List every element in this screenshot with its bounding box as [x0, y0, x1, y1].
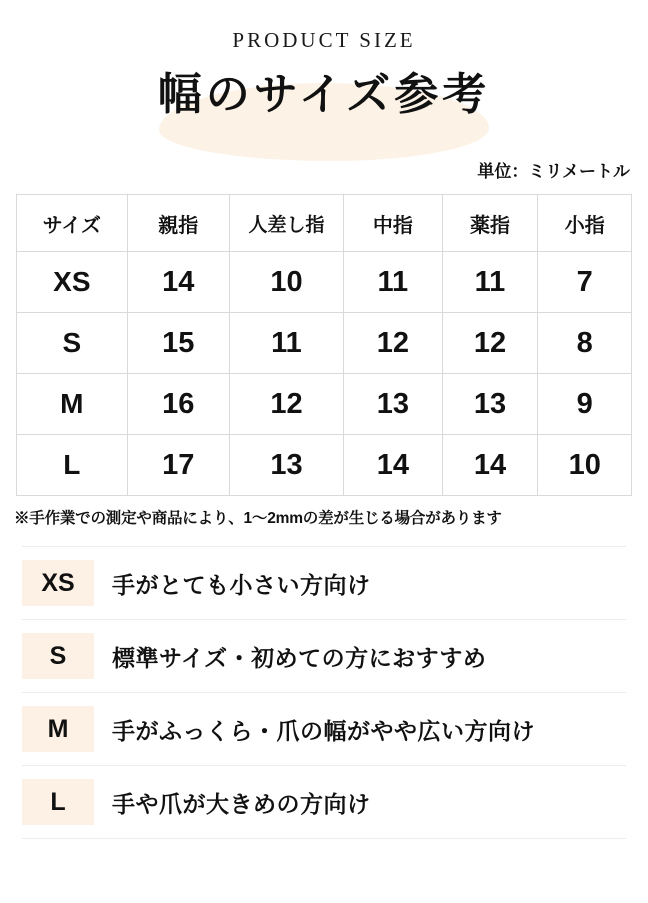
table-header-row	[17, 195, 632, 252]
size-table-head	[17, 195, 632, 252]
list-item	[22, 546, 626, 620]
column-header-pinky: 小指	[538, 195, 632, 252]
cell-index-finger: 12	[229, 374, 343, 435]
size-table	[16, 194, 632, 496]
cell-index-finger: 10	[229, 252, 343, 313]
cell-middle-finger: 11	[344, 252, 442, 313]
page-title: 幅のサイズ参考	[157, 70, 491, 119]
cell-ring-finger: 13	[442, 374, 538, 435]
table-row	[17, 435, 632, 496]
guide-badge: S	[22, 633, 94, 679]
cell-middle-finger: 13	[344, 374, 442, 435]
list-item	[22, 693, 626, 766]
title-wrap	[0, 67, 648, 141]
unit-note: 単位：ミリメートル	[477, 162, 630, 181]
row-size-label: M	[17, 374, 128, 435]
table-row	[17, 313, 632, 374]
cell-thumb: 16	[127, 374, 229, 435]
size-guide-list	[22, 546, 626, 839]
guide-badge: M	[22, 706, 94, 752]
row-size-label: S	[17, 313, 128, 374]
row-size-label: XS	[17, 252, 128, 313]
cell-ring-finger: 12	[442, 313, 538, 374]
row-size-label: L	[17, 435, 128, 496]
cell-index-finger: 13	[229, 435, 343, 496]
header	[0, 0, 648, 141]
list-item	[22, 620, 626, 693]
cell-thumb: 15	[127, 313, 229, 374]
cell-pinky: 8	[538, 313, 632, 374]
cell-ring-finger: 14	[442, 435, 538, 496]
cell-middle-finger: 12	[344, 313, 442, 374]
column-header-thumb: 親指	[127, 195, 229, 252]
cell-thumb: 17	[127, 435, 229, 496]
cell-ring-finger: 11	[442, 252, 538, 313]
guide-badge: XS	[22, 560, 94, 606]
guide-badge: L	[22, 779, 94, 825]
guide-description: 標準サイズ・初めての方におすすめ	[112, 644, 487, 671]
cell-pinky: 10	[538, 435, 632, 496]
guide-description: 手がふっくら・爪の幅がやや広い方向け	[112, 717, 535, 744]
list-item	[22, 766, 626, 839]
table-row	[17, 374, 632, 435]
measurement-footnote: ※手作業での測定や商品により、1〜2mmの差が生じる場合があります	[14, 510, 502, 527]
column-header-size: サイズ	[17, 195, 128, 252]
column-header-middle-finger: 中指	[344, 195, 442, 252]
size-table-wrap	[16, 194, 632, 496]
column-header-index-finger: 人差し指	[229, 195, 343, 252]
table-row	[17, 252, 632, 313]
guide-description: 手や爪が大きめの方向け	[112, 790, 371, 817]
cell-pinky: 7	[538, 252, 632, 313]
cell-thumb: 14	[127, 252, 229, 313]
eyebrow-text: PRODUCT SIZE	[232, 28, 416, 52]
cell-middle-finger: 14	[344, 435, 442, 496]
cell-pinky: 9	[538, 374, 632, 435]
cell-index-finger: 11	[229, 313, 343, 374]
column-header-ring-finger: 薬指	[442, 195, 538, 252]
guide-description: 手がとても小さい方向け	[112, 571, 371, 598]
size-table-body	[17, 252, 632, 496]
